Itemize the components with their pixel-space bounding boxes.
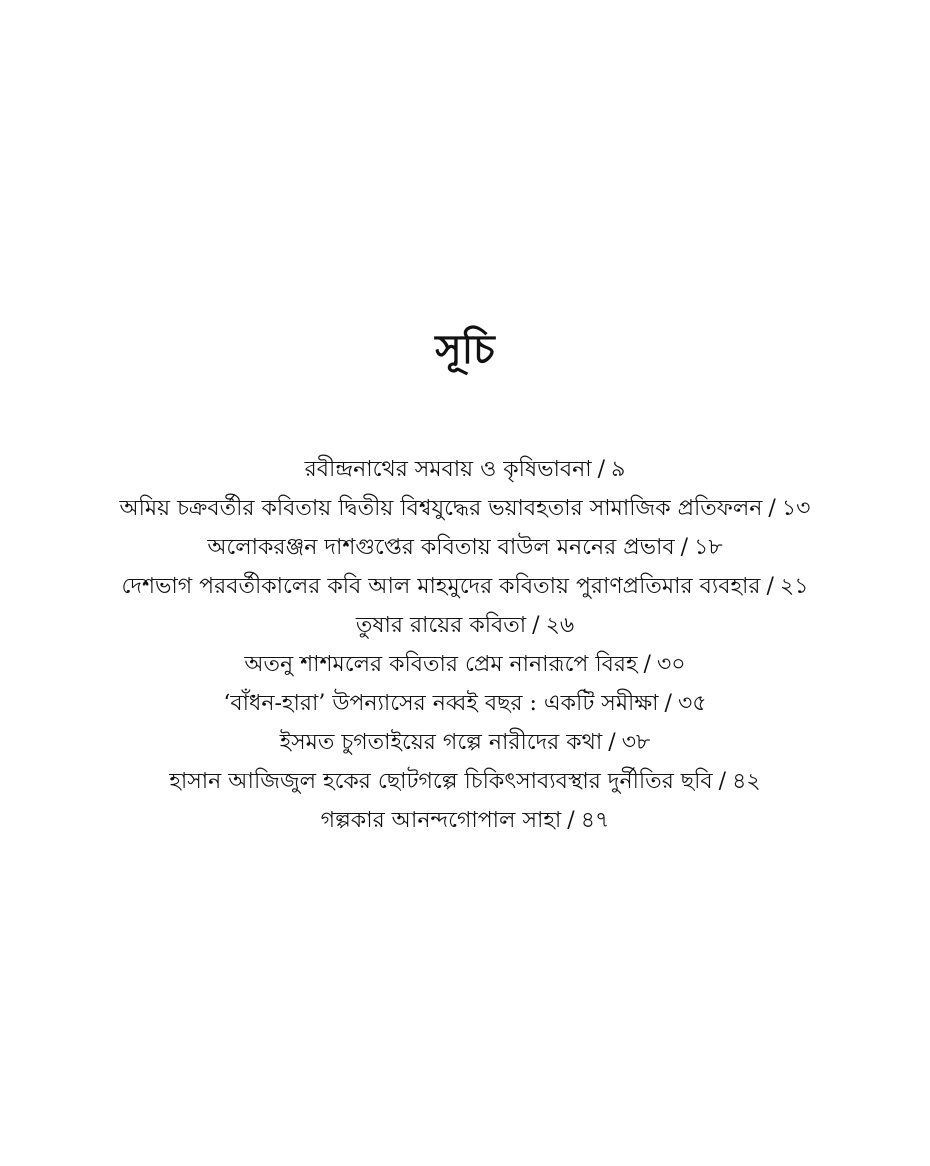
- toc-separator: /: [768, 496, 776, 521]
- toc-separator: /: [608, 730, 616, 755]
- toc-separator: /: [718, 769, 727, 794]
- toc-separator: /: [643, 652, 651, 677]
- toc-entry-page: ১৩: [781, 496, 811, 521]
- toc-separator: /: [532, 613, 540, 638]
- toc-entry: [40, 606, 890, 645]
- toc-entry: [40, 723, 890, 762]
- toc-separator: /: [664, 691, 672, 716]
- toc-entry-title: ইসমত চুগতাইয়ের গল্পে নারীদের কথা: [279, 730, 603, 755]
- toc-entry: [40, 567, 890, 606]
- toc-entry-title: হাসান আজিজুল হকের ছোটগল্পে চিকিৎসাব্যবস্থার দুর্নীতির ছবি: [169, 769, 713, 794]
- toc-entry: [40, 762, 890, 801]
- toc-entry-page: ২৬: [545, 613, 575, 638]
- toc-entry-page: ৪৭: [580, 808, 610, 833]
- toc-separator: /: [597, 457, 606, 482]
- toc-entry-title: রবীন্দ্রনাথের সমবায় ও কৃষিভাবনা: [304, 457, 592, 482]
- table-of-contents: [40, 450, 890, 840]
- toc-entry-title: গল্পকার আনন্দগোপাল সাহা: [320, 808, 562, 833]
- toc-entry-page: ৩৮: [621, 730, 651, 755]
- toc-entry: [40, 528, 890, 567]
- toc-entry-title: দেশভাগ পরবর্তীকালের কবি আল মাহমুদের কবিতায় পুরাণপ্রতিমার ব্যবহার: [121, 574, 761, 599]
- toc-entry: [40, 801, 890, 840]
- toc-entry-page: ৪২: [732, 769, 761, 794]
- toc-entry-title: তুষার রায়ের কবিতা: [355, 613, 527, 638]
- toc-entry-page: ১৮: [694, 535, 723, 560]
- toc-entry-page: ৩৫: [677, 691, 707, 716]
- toc-entry-title: ‘বাঁধন-হারা’ উপন্যাসের নব্বই বছর : একটি সমীক্ষা: [223, 691, 659, 716]
- toc-entry-title: অতনু শাশমলের কবিতার প্রেম নানারূপে বিরহ: [244, 652, 638, 677]
- toc-entry: [40, 684, 890, 723]
- page-title: সূচি: [435, 326, 495, 373]
- toc-entry: [40, 450, 890, 489]
- toc-entry-title: অমিয় চক্রবর্তীর কবিতায় দ্বিতীয় বিশ্বযুদ্ধের ভয়াবহতার সামাজিক প্রতিফলন: [119, 496, 763, 521]
- toc-entry: [40, 645, 890, 684]
- toc-separator: /: [766, 574, 774, 599]
- toc-separator: /: [680, 535, 689, 560]
- toc-separator: /: [567, 808, 575, 833]
- toc-entry-page: ৯: [611, 457, 626, 482]
- toc-entry-page: ২১: [779, 574, 809, 599]
- toc-entry-title: অলোকরঞ্জন দাশগুপ্তের কবিতায় বাউল মননের প্রভাব: [207, 535, 675, 560]
- toc-entry-page: ৩০: [656, 652, 686, 677]
- toc-entry: [40, 489, 890, 528]
